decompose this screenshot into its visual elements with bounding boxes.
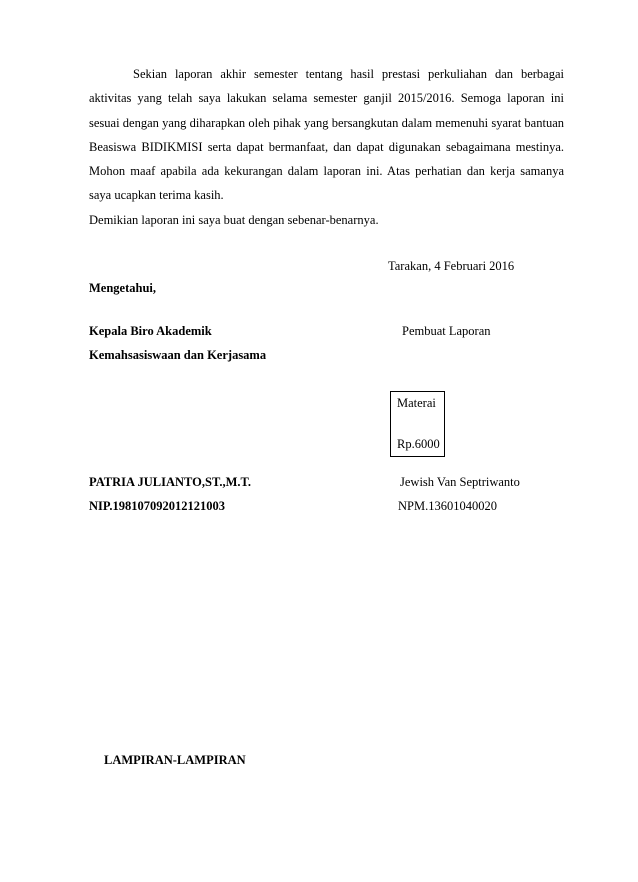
body-paragraph: Sekian laporan akhir semester tentang hasil prestasi perkuliahan dan berbagai aktivitas yang telah saya lakukan selama semester ganjil 2015/2016. Semoga laporan ini sesuai dengan yang diharapkan oleh pihak yang bersangkutan dalam memenuhi syarat bantuan Beasiswa BIDIKMISI serta dapat bermanfaat, dan dapat digunakan sebagaimana mestinya. Mohon maaf apabila ada kekurangan dalam laporan ini. Atas perhatian dan kerja samanya saya ucapkan terima kasih.	[89, 67, 564, 203]
left-signatory-id: NIP.198107092012121003	[89, 499, 226, 513]
stamp-box	[390, 391, 445, 457]
closing-sentence: Demikian laporan ini saya buat dengan sebenar-benarnya.	[89, 212, 379, 227]
left-signatory-title-line1: Kepala Biro Akademik	[89, 324, 212, 338]
left-signatory-name: PATRIA JULIANTO,ST.,M.T.	[89, 475, 252, 489]
left-signatory-title-line2: Kemahsasiswaan dan Kerjasama	[89, 348, 267, 362]
stamp-value: Rp.6000	[397, 437, 440, 451]
appendix-heading: LAMPIRAN-LAMPIRAN	[104, 753, 246, 767]
right-signatory-title: Pembuat Laporan	[402, 324, 491, 338]
right-signatory-name: Jewish Van Septriwanto	[400, 475, 520, 489]
acknowledged-label: Mengetahui,	[89, 281, 157, 295]
closing-paragraph	[89, 62, 564, 232]
place-date: Tarakan, 4 Februari 2016	[388, 259, 515, 273]
stamp-label: Materai	[397, 396, 436, 410]
right-signatory-id: NPM.13601040020	[398, 499, 497, 513]
